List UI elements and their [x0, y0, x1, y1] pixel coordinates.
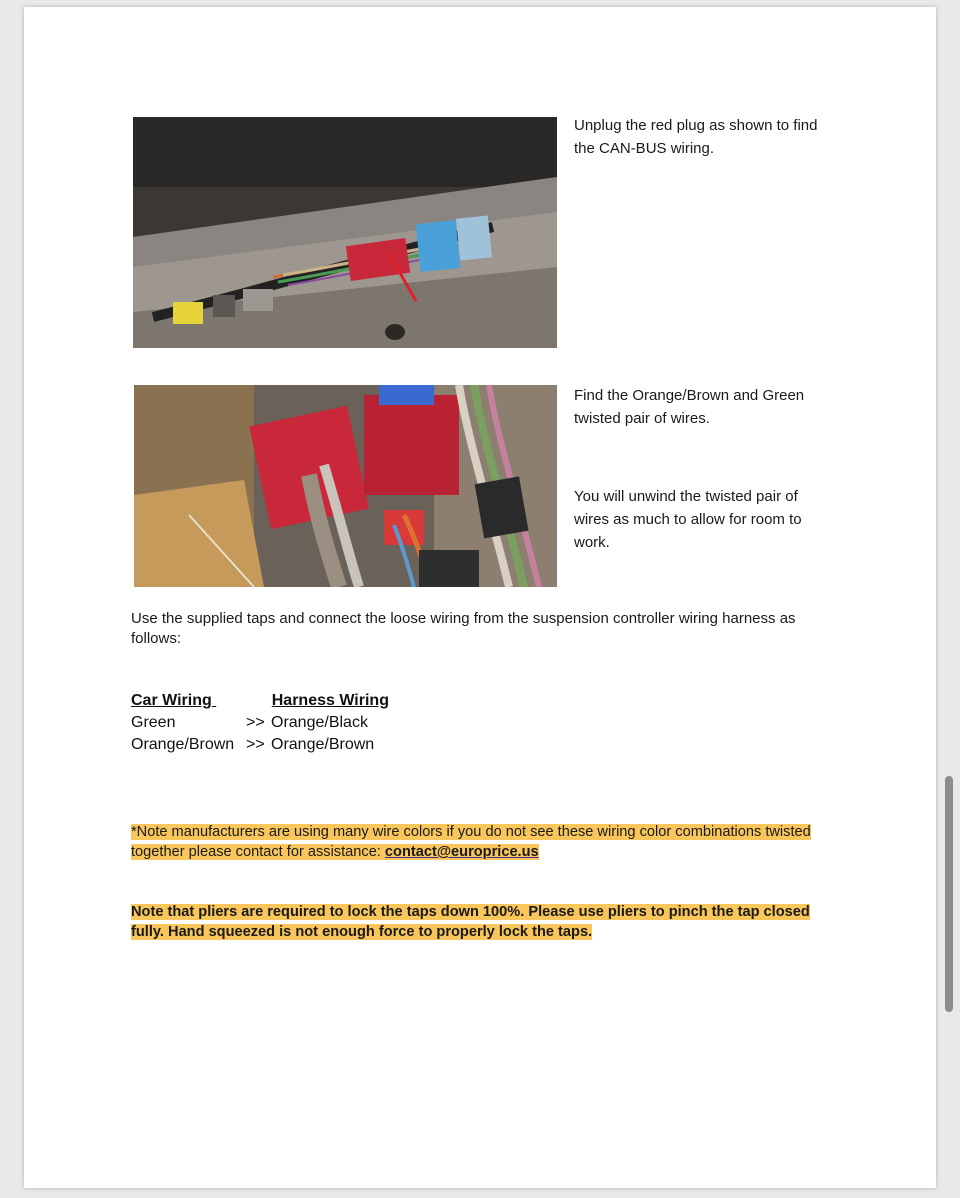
header-underline-gap [212, 690, 272, 712]
note-wire-colors-text: *Note manufacturers are using many wire colors if you do not see these wiring color combinations twisted together please contact for assistance: [131, 824, 811, 860]
harness-wire-color: Orange/Brown [271, 736, 375, 753]
car-wire-color: Orange/Brown [131, 736, 235, 753]
wiring-row [131, 734, 431, 756]
photo-twisted-pair [134, 385, 557, 587]
arrow-symbol: >> [246, 714, 265, 731]
caption-unwind-wires: You will unwind the twisted pair of wires as much to allow for room to work. [574, 488, 802, 551]
caption-unplug-red-plug: Unplug the red plug as shown to find the CAN-BUS wiring. [574, 117, 818, 157]
note-pliers [131, 902, 831, 942]
car-wire-color: Green [131, 714, 176, 731]
vertical-scrollbar[interactable] [945, 776, 953, 1012]
header-harness-wiring: Harness Wiring [271, 692, 389, 709]
note-pliers-text: Note that pliers are required to lock the taps down 100%. Please use pliers to pinch the tap closed fully. Hand squeezed is not enough force to properly lock the taps. [131, 904, 810, 940]
photo-red-plug [133, 117, 557, 348]
header-car-wiring: Car Wiring [131, 692, 212, 709]
wiring-header-row [131, 690, 391, 712]
instructions-paragraph: Use the supplied taps and connect the loose wiring from the suspension controller wiring harness as follows: [131, 610, 796, 647]
caption-find-wires: Find the Orange/Brown and Green twisted pair of wires. [574, 387, 805, 427]
contact-email-link[interactable]: contact@europrice.us [384, 844, 539, 860]
note-wire-colors [131, 822, 831, 862]
wiring-row [131, 712, 431, 734]
harness-wire-color: Orange/Black [271, 714, 368, 731]
arrow-symbol: >> [246, 736, 265, 753]
